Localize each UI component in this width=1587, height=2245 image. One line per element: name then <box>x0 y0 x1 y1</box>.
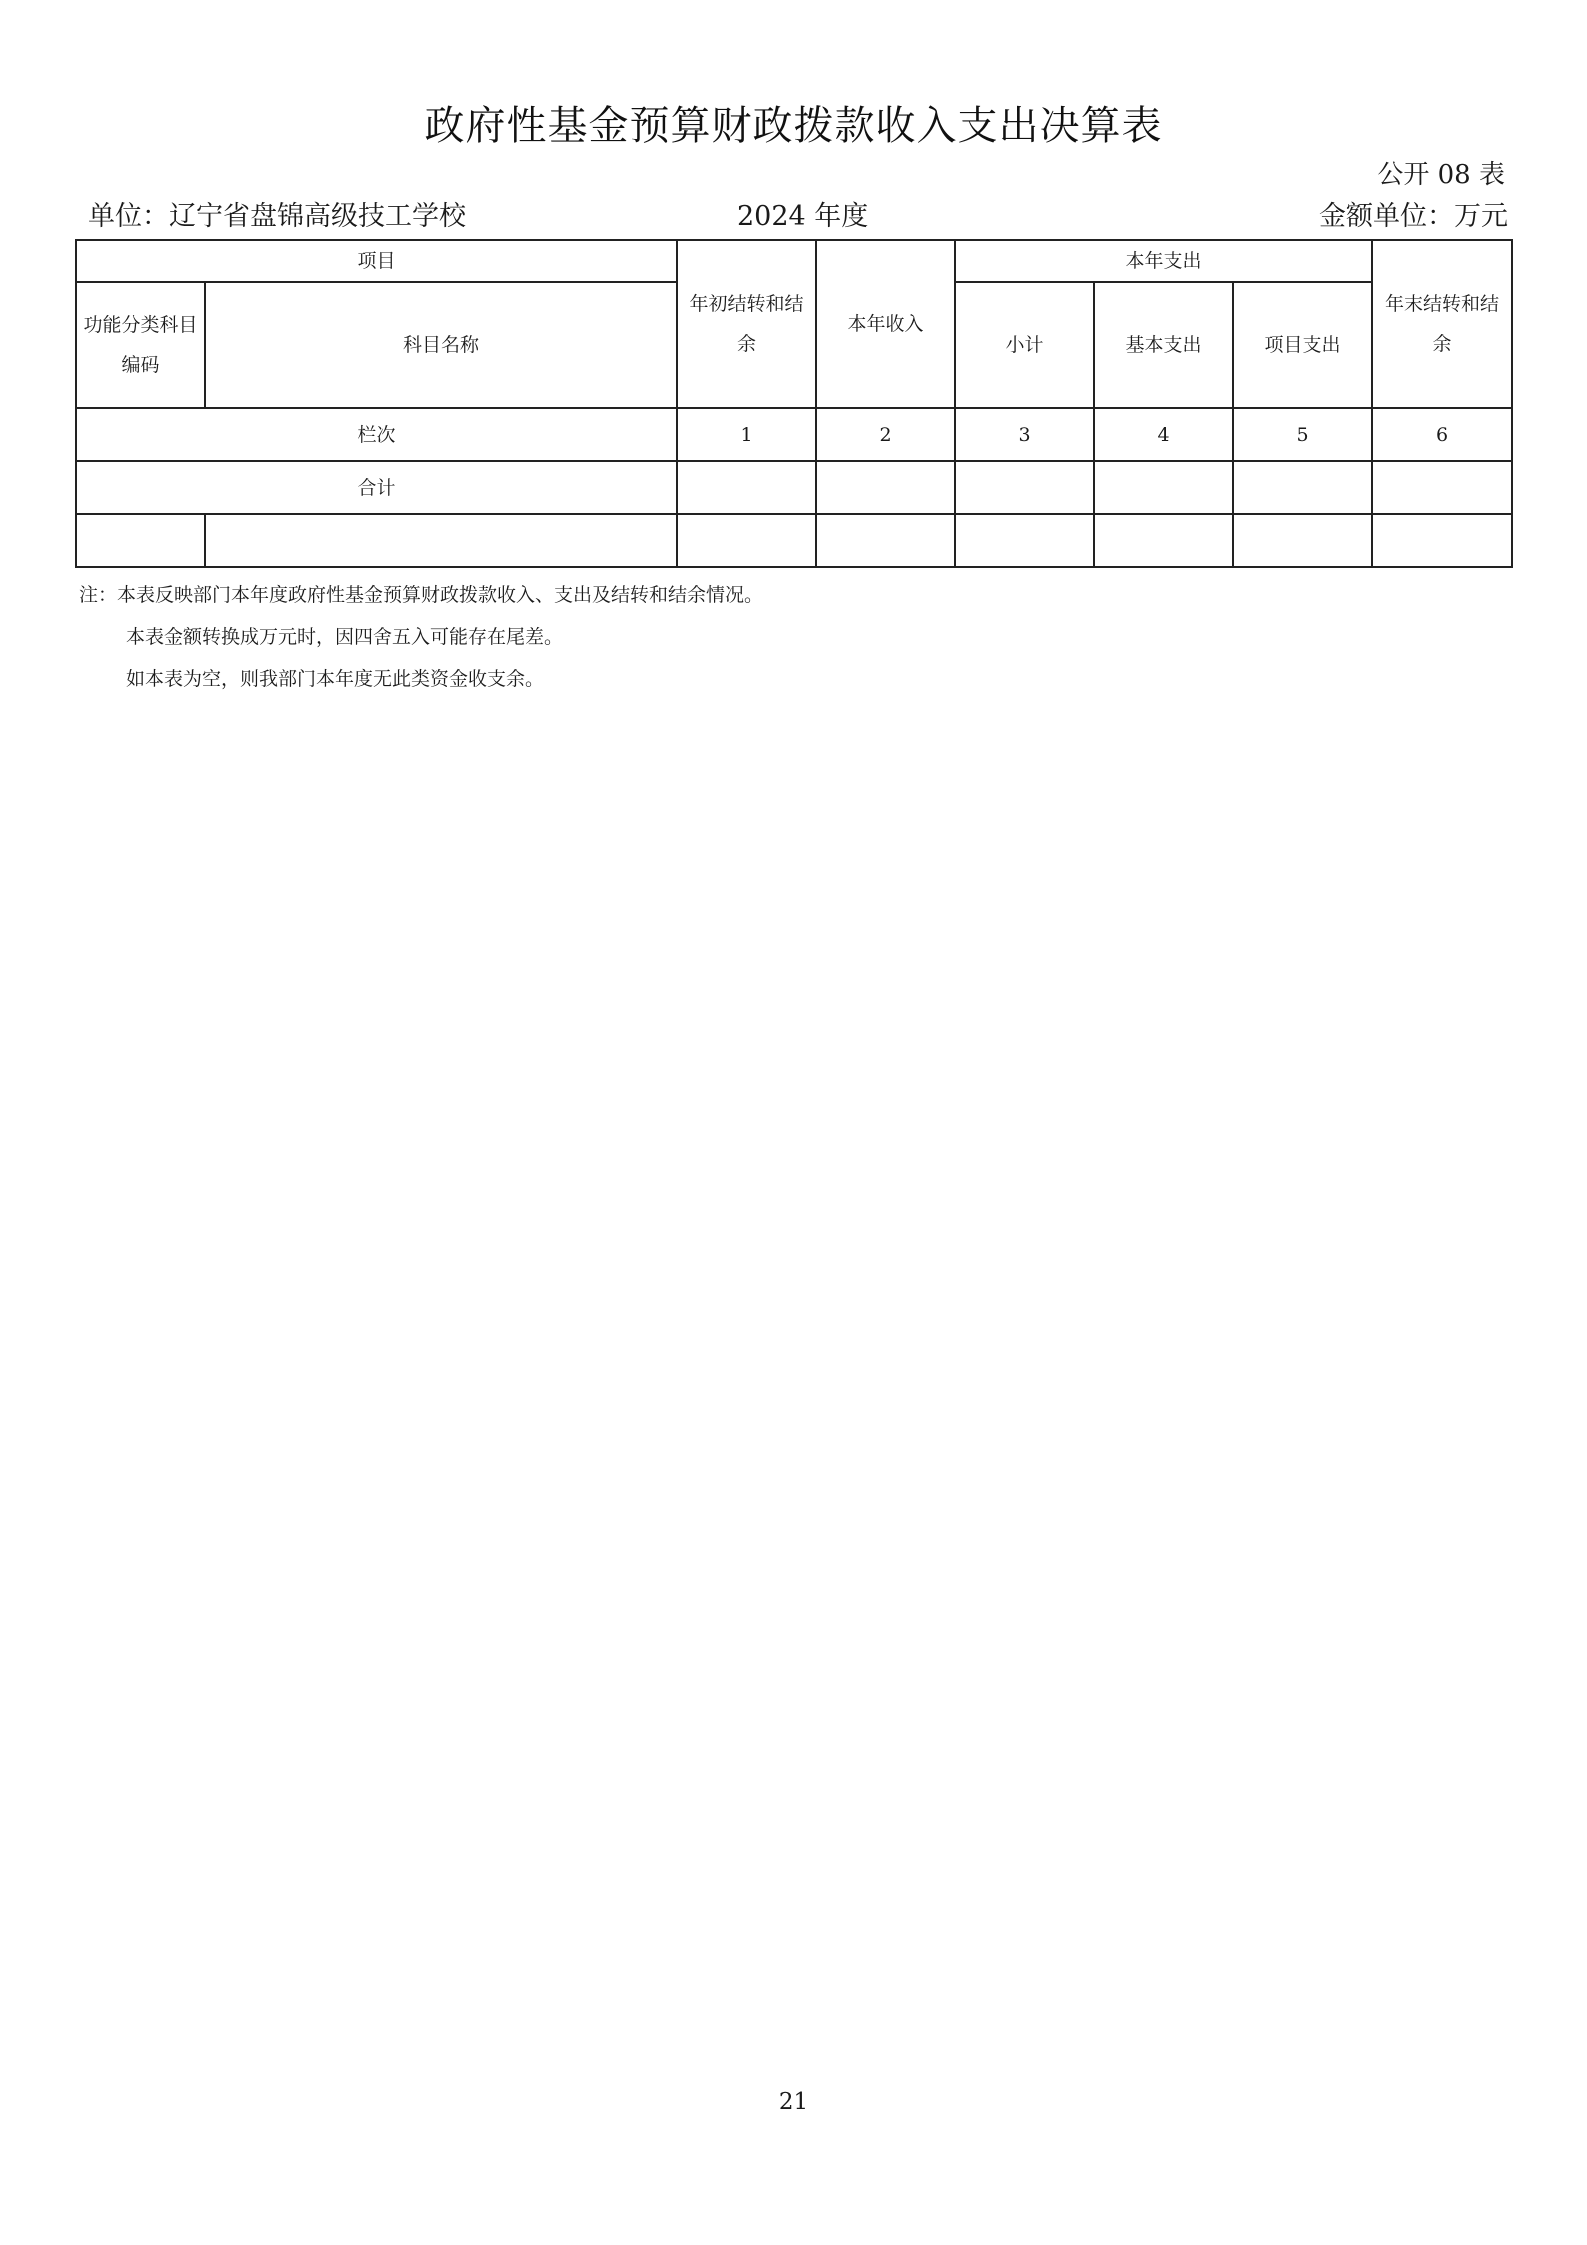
header-subject-name: 科目名称 <box>205 282 677 408</box>
column-number: 5 <box>1233 408 1372 461</box>
note-line: 如本表为空，则我部门本年度无此类资金收支余。 <box>126 668 545 690</box>
header-end-balance: 年末结转和结余 <box>1372 240 1512 408</box>
fund-budget-table <box>75 239 1513 568</box>
amount-unit: 金额单位：万元 <box>1319 201 1508 232</box>
row-cell <box>1372 514 1512 567</box>
total-cell <box>1094 461 1233 514</box>
page-number: 21 <box>778 2089 809 2115</box>
page-title: 政府性基金预算财政拨款收入支出决算表 <box>424 103 1163 149</box>
note-line: 注：本表反映部门本年度政府性基金预算财政拨款收入、支出及结转和结余情况。 <box>79 584 764 606</box>
column-number-row <box>76 408 1512 461</box>
row-subject-name <box>205 514 677 567</box>
row-cell <box>677 514 816 567</box>
table-row <box>76 514 1512 567</box>
total-cell <box>1372 461 1512 514</box>
total-cell <box>677 461 816 514</box>
table-code: 公开 08 表 <box>1377 160 1505 190</box>
header-subtotal: 小计 <box>955 282 1094 408</box>
total-row <box>76 461 1512 514</box>
unit-label: 单位：辽宁省盘锦高级技工学校 <box>88 201 466 232</box>
row-cell <box>955 514 1094 567</box>
header-func-code: 功能分类科目编码 <box>76 282 205 408</box>
column-number: 2 <box>816 408 955 461</box>
header-expenditure: 本年支出 <box>955 240 1372 282</box>
total-cell <box>1233 461 1372 514</box>
total-cell <box>955 461 1094 514</box>
total-cell <box>816 461 955 514</box>
header-income: 本年收入 <box>816 240 955 408</box>
header-begin-balance: 年初结转和结余 <box>677 240 816 408</box>
note-line: 本表金额转换成万元时，因四舍五入可能存在尾差。 <box>126 626 564 648</box>
header-basic: 基本支出 <box>1094 282 1233 408</box>
column-number: 3 <box>955 408 1094 461</box>
row-cell <box>1094 514 1233 567</box>
header-project: 项目 <box>76 240 677 282</box>
meta-row <box>76 197 1508 237</box>
total-label: 合计 <box>76 461 677 514</box>
column-number-label: 栏次 <box>76 408 677 461</box>
column-number: 1 <box>677 408 816 461</box>
header-project-exp: 项目支出 <box>1233 282 1372 408</box>
column-number: 6 <box>1372 408 1512 461</box>
header-row-1 <box>76 240 1512 282</box>
row-cell <box>816 514 955 567</box>
column-number: 4 <box>1094 408 1233 461</box>
table-notes <box>79 574 763 700</box>
row-func-code <box>76 514 205 567</box>
fiscal-year: 2024 年度 <box>737 201 869 232</box>
row-cell <box>1233 514 1372 567</box>
